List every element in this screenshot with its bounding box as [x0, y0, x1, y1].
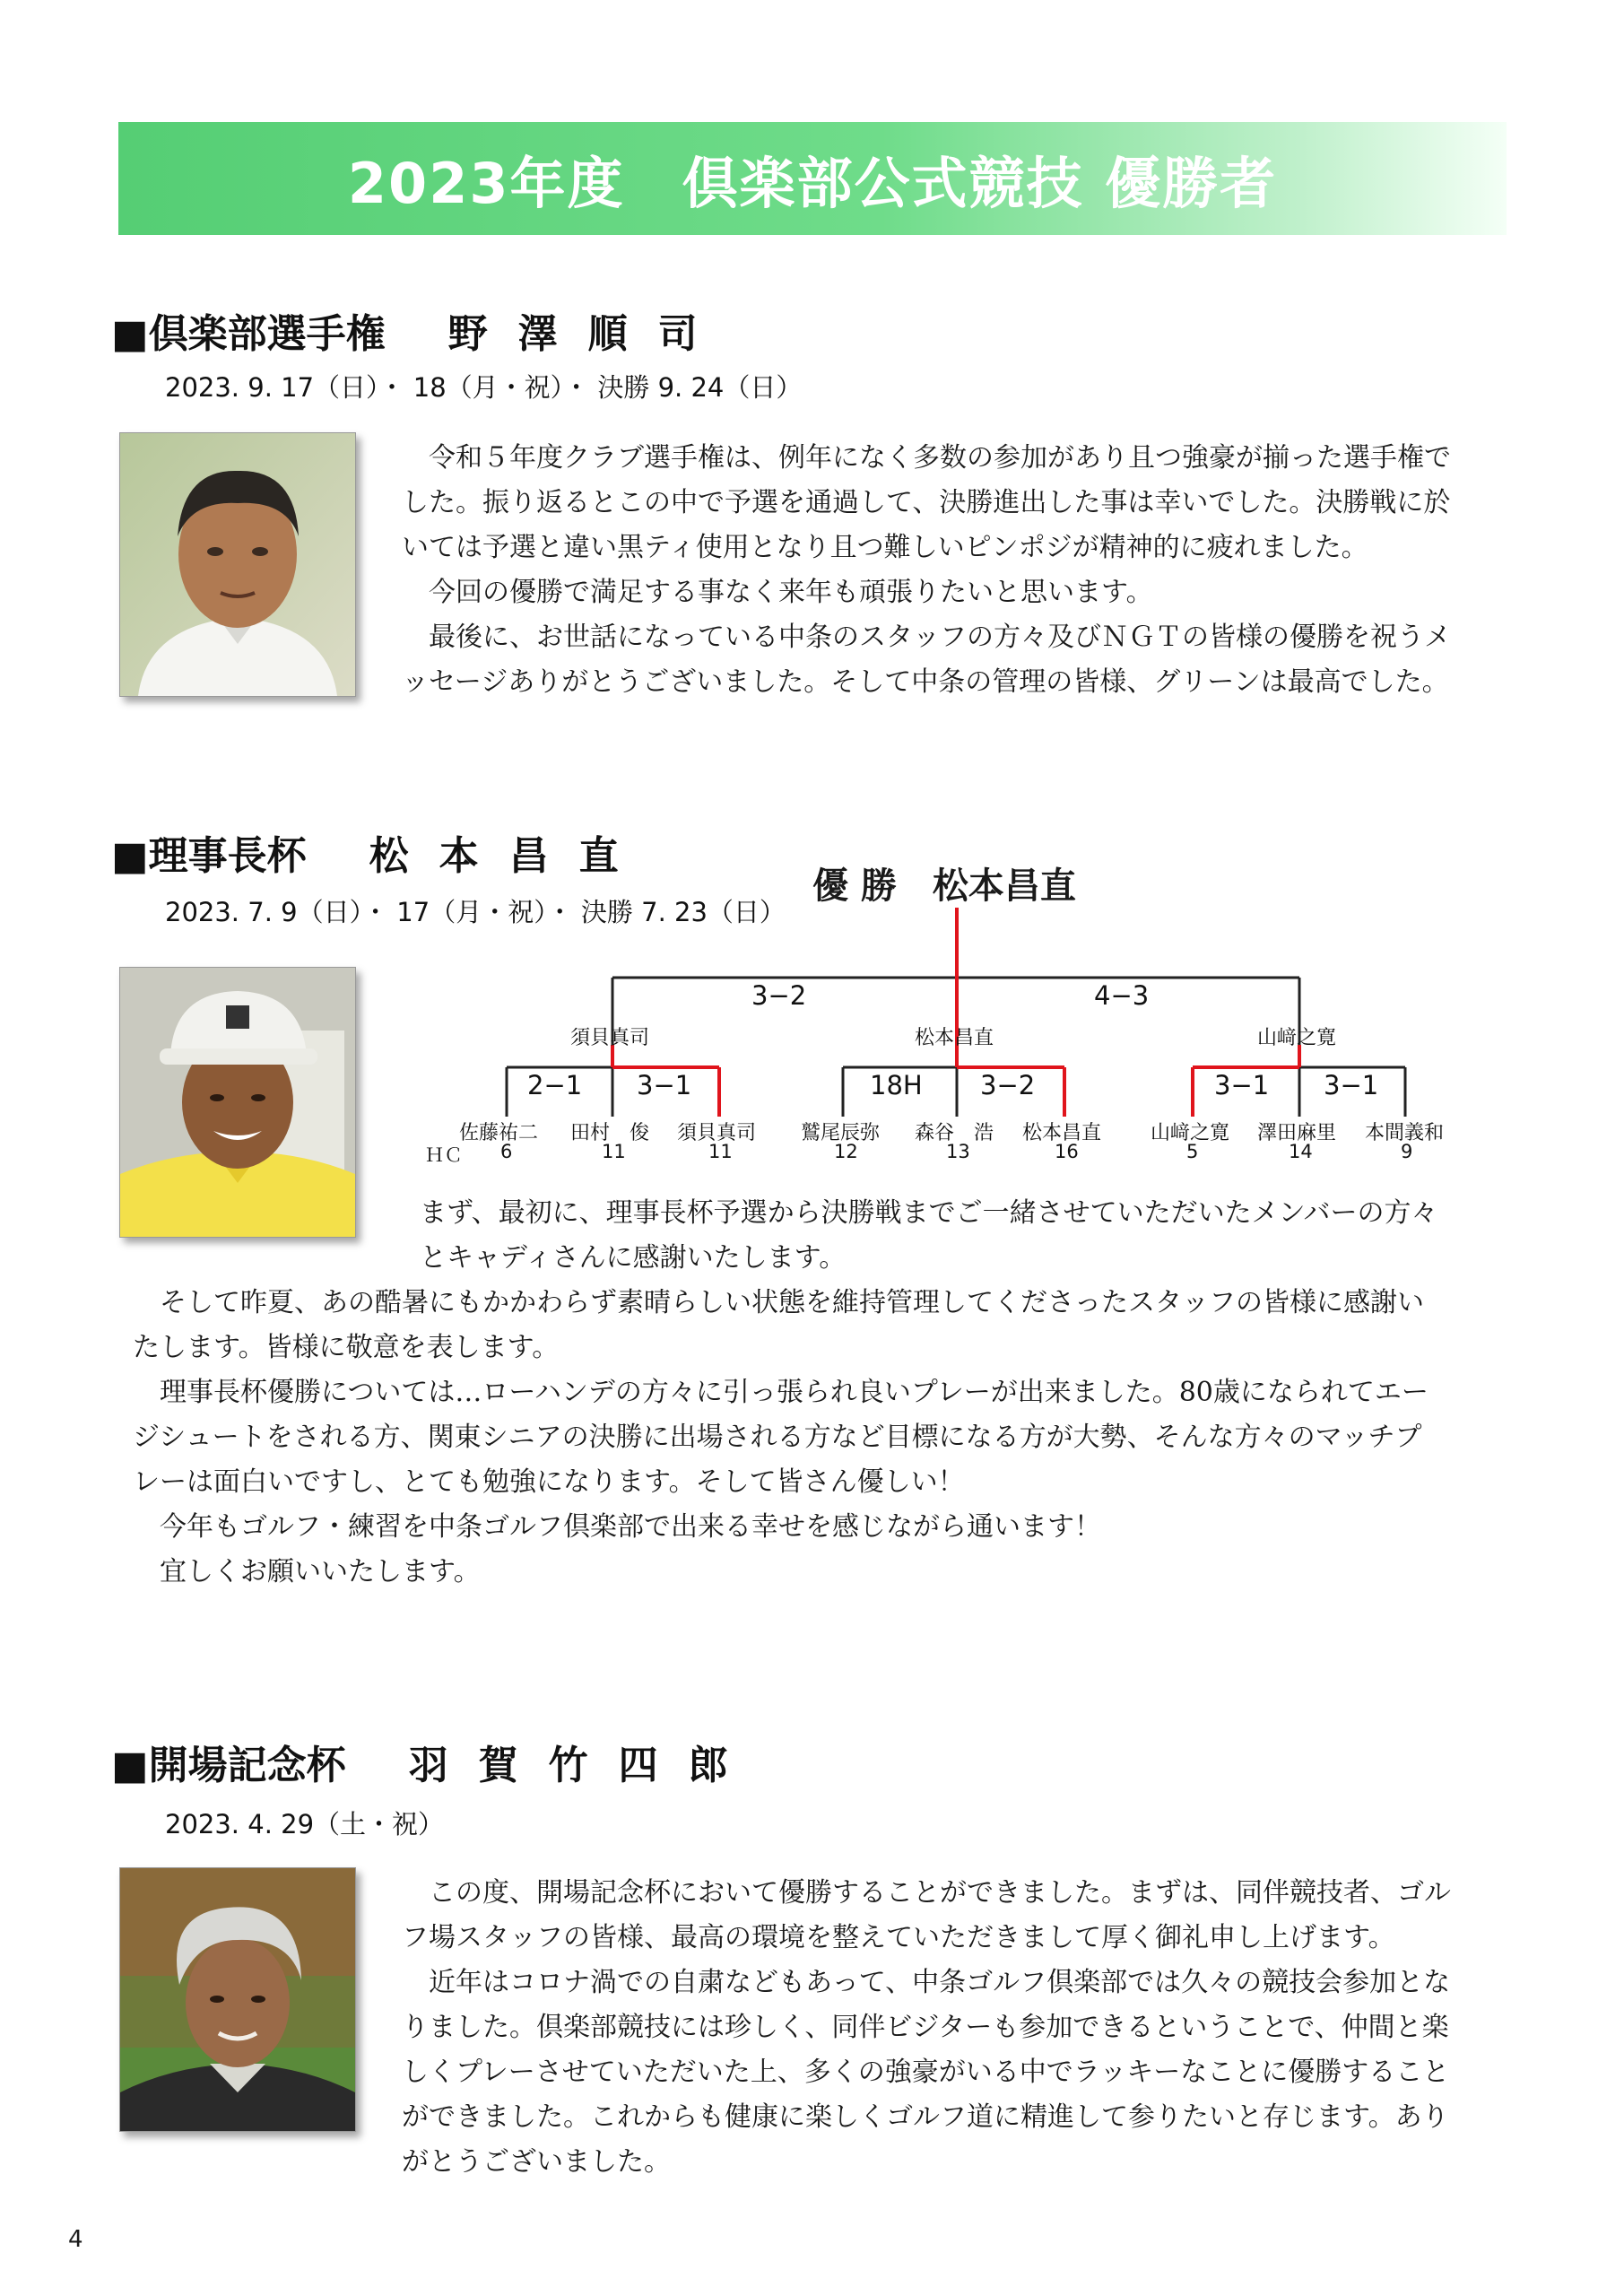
player-hc: 12 — [834, 1141, 858, 1162]
winner-photo-3 — [119, 1867, 356, 2132]
hc-label: ＨＣ — [425, 1144, 463, 1166]
player-name: 松本昌直 — [1022, 1122, 1102, 1144]
section-heading-opening-cup — [111, 1733, 759, 1790]
player-name: 鷲尾辰弥 — [801, 1122, 881, 1144]
round-score: 3−1 — [1324, 1070, 1379, 1100]
round-score: 2−1 — [527, 1070, 583, 1100]
semi-winner: 松本昌直 — [915, 1027, 994, 1049]
section-body-1: 令和５年度クラブ選手権は、例年になく多数の参加があり且つ強豪が揃った選手権で した。振り返るとこの中で予選を通過して、決勝進出した事は幸いでした。決勝戦に於 いては予選と違い黒ティ使用となり且つ難しいピンポジが精神的に疲れました。 今回の優勝で満足する事なく来年も頑張りたいと思います。 最後に、お世話になっている中条のスタッフの方々及びＮＧＴの皆様の優勝を祝うメ ッセージありがとうございました。そして中条の管理の皆様、グリーンは最高でした。 — [402, 442, 1451, 698]
section-label: ■開場記念杯 — [111, 1743, 346, 1788]
semi-winner: 須貝真司 — [570, 1027, 650, 1049]
page-title: 2023年度 倶楽部公式競技 優勝者 — [347, 150, 1278, 216]
section-date: 2023. 7. 9（日）・ 17（月・祝）・ 決勝 7. 23（日） — [165, 897, 786, 927]
portrait-photo — [120, 1868, 355, 2131]
player-name: 須貝真司 — [677, 1122, 757, 1144]
player-hc: 11 — [602, 1141, 626, 1162]
section-body-3: この度、開場記念杯において優勝することができました。まずは、同伴競技者、ゴル フ場スタッフの皆様、最高の環境を整えていただきまして厚く御礼申し上げます。 近年はコロナ渦での自粛などもあって、中条ゴルフ倶楽部では久々の競技会参加とな りました。倶楽部競技には珍しく、同伴ビジターも参加できるということで、仲間と楽 しくプレーさせていただいた上、多くの強豪がいる中でラッキーなことに優勝すること ができました。これからも健康に楽しくゴルフ道に精進して参りたいと存じます。あり がとうございました。 — [402, 1877, 1451, 2178]
player-name: 佐藤祐二 — [459, 1122, 539, 1144]
player-hc: 11 — [708, 1141, 733, 1162]
section-label: ■理事長杯 — [111, 833, 307, 879]
bracket-title: 優 勝 松本昌直 — [812, 865, 1076, 907]
winner-name: 野澤順司 — [447, 311, 728, 357]
player-hc: 14 — [1289, 1141, 1313, 1162]
section-date: 2023. 9. 17（日）・ 18（月・祝）・ 決勝 9. 24（日） — [165, 372, 803, 403]
round-score: 3−2 — [980, 1070, 1036, 1100]
player-hc: 13 — [946, 1141, 970, 1162]
player-name: 山﨑之寛 — [1151, 1122, 1230, 1144]
round-score: 3−1 — [1214, 1070, 1270, 1100]
player-name: 澤田麻里 — [1257, 1122, 1337, 1144]
player-hc: 9 — [1401, 1141, 1413, 1162]
page-number: 4 — [68, 2226, 83, 2253]
player-name: 本間義和 — [1365, 1122, 1445, 1144]
final-score-left: 3−2 — [751, 980, 807, 1011]
player-name: 田村 俊 — [570, 1122, 650, 1144]
section-label: ■倶楽部選手権 — [111, 311, 386, 357]
round-score: 18H — [870, 1070, 923, 1100]
winner-name: 羽賀竹四郎 — [408, 1743, 759, 1788]
player-name: 森谷 浩 — [915, 1122, 994, 1144]
player-hc: 6 — [500, 1141, 513, 1162]
player-hc: 16 — [1055, 1141, 1079, 1162]
section-body-2-top: まず、最初に、理事長杯予選から決勝戦までご一緒させていただいたメンバーの方々 とキャディさんに感謝いたします。 — [420, 1197, 1438, 1274]
final-score-right: 4−3 — [1094, 980, 1150, 1011]
semi-winner: 山﨑之寛 — [1257, 1027, 1337, 1049]
player-hc: 5 — [1186, 1141, 1199, 1162]
winner-name: 松本昌直 — [369, 833, 649, 879]
section-date: 2023. 4. 29（土・祝） — [165, 1809, 445, 1839]
round-score: 3−1 — [637, 1070, 692, 1100]
section-body-2: そして昨夏、あの酷暑にもかかわらず素晴らしい状態を維持管理してくださったスタッフの皆様に感謝い たします。皆様に敬意を表します。 理事長杯優勝については…ローハンデの方々に引っ張られ良いプレーが出来ました。80歳になられてエー ジシュートをされる方、関東シニアの決勝に出場される方など目標になる方が大勢、そんな方々のマッチプ レーは面白いですし、とても勉強になります。そして皆さん優しい！ 今年もゴルフ・練習を中条ゴルフ倶楽部で出来る幸せを感じながら通います！ 宜しくお願いいたします。 — [133, 1287, 1429, 1587]
